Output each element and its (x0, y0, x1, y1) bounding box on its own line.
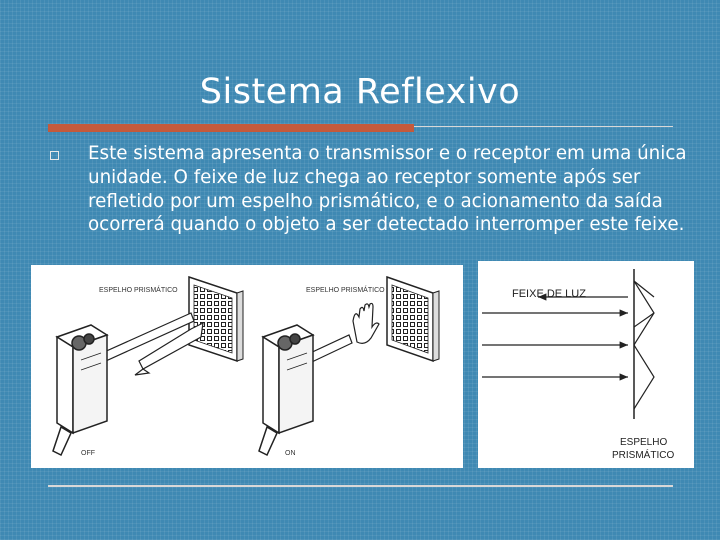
beam-diagram (478, 261, 694, 468)
bottom-divider (48, 485, 673, 487)
beam-label: FEIXE DE LUZ (512, 288, 586, 300)
beam-diagram-panel (478, 261, 694, 468)
hand-icon (353, 303, 379, 343)
state-off-label: OFF (81, 450, 95, 457)
prismatic-mirror-icon (387, 277, 439, 361)
bullet-text: Este sistema apresenta o transmissor e o receptor em uma única unidade. O feixe de luz chega ao receptor somente após ser refletido por um espelho prismático, e o acionamento da saída ocorrerá quando o objeto a ser detectado interromper este feixe. (88, 143, 687, 236)
title-accent-bar (48, 124, 414, 132)
light-beam-lines (482, 297, 628, 377)
square-bullet-icon (50, 151, 59, 160)
mirror-label-on: ESPELHO PRISMÁTICO (306, 287, 385, 294)
scene-on (259, 277, 439, 457)
mirror-label-line1: ESPELHO (620, 437, 668, 448)
photoelectric-sensor-icon (259, 325, 313, 455)
photoelectric-sensor-icon (53, 325, 107, 455)
sensor-illustration (31, 265, 463, 468)
slide-title: Sistema Reflexivo (199, 72, 521, 112)
sensor-illustration-panel (31, 265, 463, 468)
light-beam-icon (93, 313, 203, 375)
mirror-label-off: ESPELHO PRISMÁTICO (99, 287, 178, 294)
prismatic-mirror-icon (189, 277, 243, 361)
prism-icon (634, 281, 654, 409)
scene-off (53, 277, 243, 457)
state-on-label: ON (285, 450, 296, 457)
mirror-label-line2: PRISMÁTICO (612, 450, 675, 461)
